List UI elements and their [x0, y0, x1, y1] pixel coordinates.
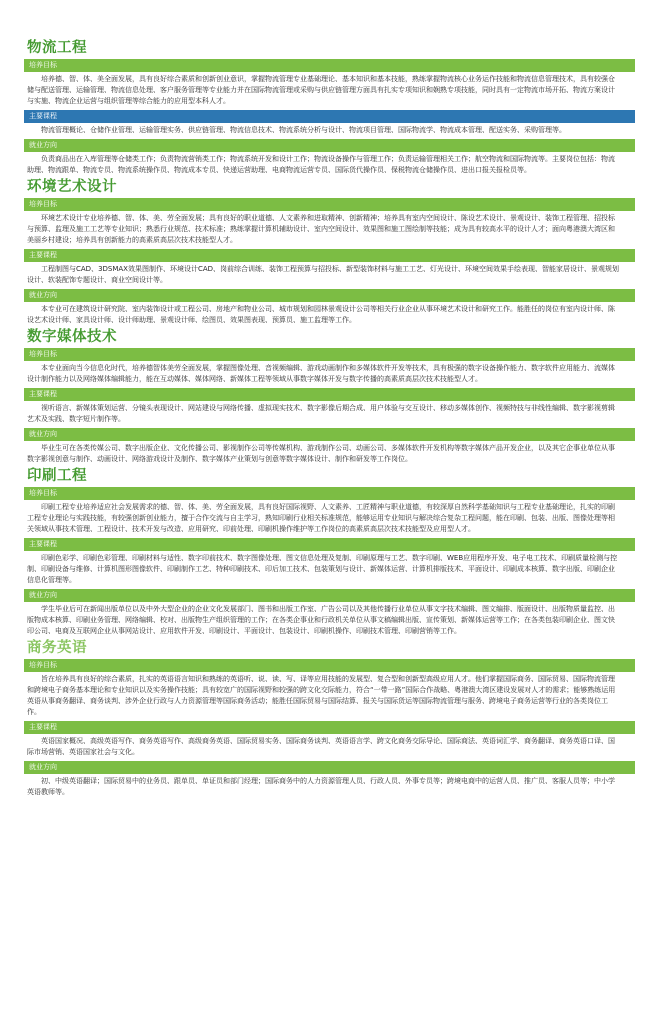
major-digital-media-technology: [0, 329, 645, 465]
major-title: 印刷工程: [27, 468, 87, 484]
goal-text: 本专业面向当今信息化时代，培养德智体美劳全面发展，掌握图像处理、音视频编辑、游戏动画制作和多媒体软件开发等技术，具有极强的数字设备操作能力、数字软件应用能力、流媒体设计制作能力以及网络媒体编辑能力，能在互动媒体、媒体网络、新媒体工程等领域从事数字媒体开发与数字传播的高素质高层次技术技能型人才。: [27, 364, 615, 383]
section-bar-goal: 培养目标: [24, 348, 635, 361]
major-logistics-engineering: [0, 40, 645, 176]
section-bar-courses: 主要课程: [24, 110, 635, 123]
section-bar-career: 就业方向: [24, 761, 635, 774]
section-bar-goal: 培养目标: [24, 198, 635, 211]
career-text: 毕业生可在各类传媒公司、数字出版企业、文化传播公司、影视制作公司等传媒机构、游戏制作公司、动画公司、多媒体软件开发机构等数字媒体产品开发企业，以及其它企事业单位从事数字影视创意与制作、动画设计、网络游戏设计及制作、数字媒体产业策划与创意等数字媒体设计、制作和研发等工作岗位。: [27, 444, 615, 463]
major-printing-engineering: [0, 468, 645, 637]
major-title: 环境艺术设计: [27, 179, 117, 195]
goal-text: 旨在培养具有良好的综合素质，扎实的英语语言知识和熟练的英语听、说、读、写、译等应用技能的发展型、复合型和创新型高级应用人才。他们掌握国际商务、国际贸易、国际物流管理和跨境电子商务基本理论和专业知识以及实务操作技能；具有较宽广的国际视野和较强的跨文化交际能力，符合“一带一路”国际合作战略、粤港澳大湾区建设发展对人才的需求；能够熟练运用英语从事商务翻译、商务谈判、涉外企业行政与人力资源管理等国际商务活动；能胜任国际贸易与国际结算、报关与国际货运等国际物流管理与服务、跨境电子商务运营等行业的各类岗位工作。: [27, 675, 616, 716]
major-business-english: [0, 640, 645, 798]
goal-text: 培养德、智、体、美全面发展，具有良好综合素质和创新创业意识，掌握物流管理专业基础理论、基本知识和基本技能，熟练掌握物流核心业务运作技能和物流信息管理技术，具有较强仓储与配送管理、运输管理、物流信息处理、客户服务管理等专业能力并在国际物流管理或采购与供应链管理方面具有扎实专项知识和娴熟专项技能，同时具有一定物流市场开拓、物流方案设计与实施、物流企业运营与组织管理等综合能力的应用型本科人才。: [27, 75, 615, 105]
courses-text: 物流管理概论、仓储作业管理、运输管理实务、供应链管理、物流信息技术、物流系统分析与设计、物流项目管理、国际物流学、物流成本管理、配送实务、采购管理等。: [41, 126, 566, 134]
section-bar-goal: 培养目标: [24, 659, 635, 672]
career-text: 学生毕业后可在新闻出版单位以及中外大型企业的企业文化发展部门、图书和出版工作室、广告公司以及其他传播行业单位从事文字技术编辑、图文编排、版面设计、出版物质量监控、出版物成本核算、印刷业务管理、网络编辑、校对、出版物生产组织管理的工作；在各类企事业和行政机关单位从事文稿编辑出版、宣传策划、新媒体运营等工作；在各类包装印刷企业、图文快印公司、电商及互联网企业从事网站设计、应用软件开发、印刷设计、平面设计、包装设计、印刷机操作、印刷技术管理、印刷营销等工作。: [27, 605, 615, 635]
career-text: 负责商品出在入库管理等仓储类工作；负责物流营销类工作；物流系统开发和设计工作；物流设备操作与管理工作；负责运输管理相关工作；航空物流和国际物流等。主要岗位包括：物流助理、物流跟单、物流专员、物流系统操作员、物流成本专员、快递运营助理、电商物流运营专员、国际货代操作员、保税物流仓储操作员、进出口报关报检员等。: [27, 155, 615, 174]
courses-text: 视听语言、新媒体策划运营、分镜头表现设计、网站建设与网络传播、虚拟现实技术、数字影像后期合成、用户体验与交互设计、移动多媒体创作、视频特技与非线性编辑、数字影视剪辑艺术及实践、数字短片制作等。: [27, 404, 615, 423]
major-environmental-art-design: [0, 179, 645, 326]
section-bar-career: 就业方向: [24, 428, 635, 441]
section-bar-goal: 培养目标: [24, 59, 635, 72]
goal-text: 印刷工程专业培养适应社会发展需求的德、智、体、美、劳全面发展，具有良好国际视野、人文素养、工匠精神与职业道德，有较深厚自然科学基础知识与工程专业基础理论，扎实的印刷工程专业理论与实践技能，有较强创新创业能力，擅于合作交流与自主学习，熟知印刷行业相关标准规范，能够运用专业知识与解决综合复杂工程问题，能在印刷、包装、出版、图像处理等相关领域从事技术管理、工程设计、技术开发与改造、应用研究、印前处理、印刷机操作维护等工作岗位的高素质高层次技术技能型及应用型人才。: [27, 503, 615, 533]
career-text: 本专业可在建筑设计研究院、室内装饰设计或工程公司、房地产和物业公司、城市规划和园林景观设计公司等相关行业企业从事环境艺术设计和研究工作。能胜任的岗位有室内设计师、陈设艺术设计师、家具设计师、设计师助理、景观设计师、绘图员、效果图表现、预算员、施工监理等工作。: [27, 305, 615, 324]
section-bar-career: 就业方向: [24, 589, 635, 602]
major-title: 商务英语: [27, 640, 87, 656]
goal-text: 环境艺术设计专业培养德、智、体、美、劳全面发展；具有良好的职业道德、人文素养和进取精神、创新精神；培养具有室内空间设计、陈设艺术设计、景观设计、装饰工程管理、招投标与预算、监理及施工工艺等专业知识；熟悉行业规范、技术标准；熟练掌握计算机辅助设计、室内空间设计、效果图和施工图绘制等技能；成为具有较高水平的设计人才；面向粤港澳大湾区和美丽乡村建设；培养具有创新能力的高素质高层次技术技能型人才。: [27, 214, 615, 244]
section-bar-courses: 主要课程: [24, 388, 635, 401]
section-bar-courses: 主要课程: [24, 249, 635, 262]
section-bar-career: 就业方向: [24, 289, 635, 302]
section-bar-courses: 主要课程: [24, 721, 635, 734]
courses-text: 印刷色彩学、印刷色彩管理、印刷材料与适性、数字印前技术、数字图像处理、图文信息处理及复制、印刷原理与工艺、数字印刷、WEB应用程序开发、电子电工技术、印刷质量检测与控制、印刷设备与维修、计算机图形图像软件、印刷制作工艺、特种印刷技术、印后加工技术、包装策划与设计、新媒体运营、计算机排版技术、平面设计、印刷成本核算、数字出版、印刷企业信息化管理等。: [27, 554, 618, 584]
career-text: 初、中级英语翻译；国际贸易中的业务员、跟单员、单证员和部门经理；国际商务中的人力资源管理人员、行政人员、外事专员等；跨境电商中的运营人员、推广员、客服人员等；中小学英语教师等。: [27, 777, 615, 796]
section-bar-career: 就业方向: [24, 139, 635, 152]
major-title: 数字媒体技术: [27, 329, 117, 345]
section-bar-goal: 培养目标: [24, 487, 635, 500]
courses-text: 工程制图与CAD、3DSMAX效果图制作、环境设计CAD、岗前综合训练、装饰工程预算与招投标、新型装饰材料与施工工艺、灯光设计、环境空间效果手绘表现、智能家居设计、景观规划设计、软装配饰专题设计、商业空间设计等。: [27, 265, 620, 284]
courses-text: 英语国家概况、高级英语写作、商务英语写作、高级商务英语、国际贸易实务、国际商务谈判、英语语言学、跨文化商务交际导论、国际商法、英语词汇学、商务翻译、商务英语口译、国际市场营销、英语国家社会与文化。: [27, 737, 615, 756]
section-bar-courses: 主要课程: [24, 538, 635, 551]
major-title: 物流工程: [27, 40, 87, 56]
